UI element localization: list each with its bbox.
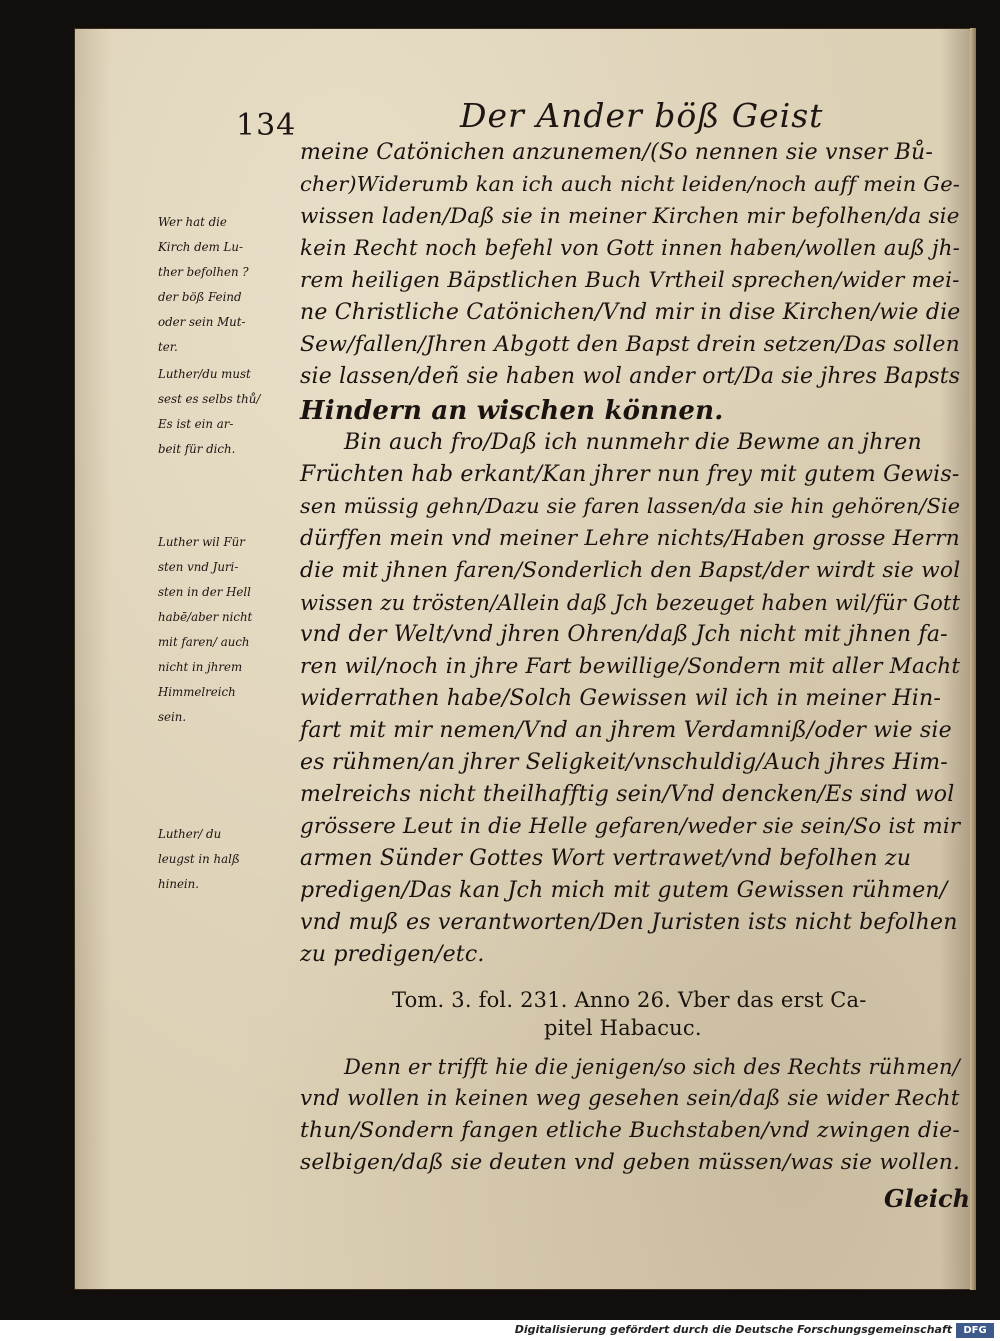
text-line: zu predigen/etc.: [300, 942, 485, 967]
paragraph-start-line: Denn er trifft hie die jenigen/so sich des Rechts rühmen/: [344, 1054, 960, 1079]
text-line: cher)Widerumb kan ich auch nicht leiden/noch auff mein Ge-: [300, 172, 961, 196]
text-line: ren wil/noch in jhre Fart bewillige/Sondern mit aller Macht: [300, 654, 961, 679]
margin-line: ter.: [158, 340, 178, 354]
text-line: die mit jhnen faren/Sonderlich den Bapst/der wirdt sie wol: [300, 558, 961, 583]
citation-line: pitel Habacuc.: [544, 1016, 702, 1040]
margin-line: sein.: [158, 710, 187, 724]
page-edge: [970, 28, 976, 1290]
text-line: vnd wollen in keinen weg gesehen sein/daß sie wider Recht: [300, 1086, 960, 1111]
text-line: grössere Leut in die Helle gefaren/weder sie sein/So ist mir: [300, 814, 961, 839]
citation-line: Tom. 3. fol. 231. Anno 26. Vber das erst Ca-: [392, 988, 867, 1012]
text-line: predigen/Das kan Jch mich mit gutem Gewissen rühmen/: [300, 878, 948, 903]
text-line: melreichs nicht theilhafftig sein/Vnd dencken/Es sind wol: [300, 782, 955, 807]
catchword: Gleich: [884, 1184, 971, 1213]
text-line: meine Catönichen anzunemen/(So nennen sie vnser Bů-: [300, 140, 934, 165]
margin-note-1: [158, 210, 298, 360]
text-line: sen müssig gehn/Dazu sie faren lassen/da sie hin gehören/Sie: [300, 494, 961, 518]
text-line-emphasis: Hindern an wischen können.: [300, 396, 724, 426]
text-line: selbigen/daß sie deuten vnd geben müssen/was sie wollen.: [300, 1150, 961, 1175]
margin-line: nicht in jhrem: [158, 660, 243, 674]
text-line: widerrathen habe/Solch Gewissen wil ich in meiner Hin-: [300, 686, 942, 711]
margin-line: ther befolhen ?: [158, 265, 249, 279]
margin-line: beit für dich.: [158, 442, 236, 456]
dfg-logo: DFG: [956, 1323, 994, 1338]
text-line: thun/Sondern fangen etliche Buchstaben/vnd zwingen die-: [300, 1118, 960, 1143]
margin-line: Luther/ du: [158, 827, 222, 841]
margin-line: habē/aber nicht: [158, 610, 253, 624]
text-line: rem heiligen Bäpstlichen Buch Vrtheil sprechen/wider mei-: [300, 268, 960, 293]
funding-credit: Digitalisierung gefördert durch die Deutsche Forschungsgemeinschaft: [514, 1323, 952, 1336]
margin-note-3: [158, 530, 298, 730]
page-number: 134: [236, 108, 297, 143]
margin-line: Luther wil Für: [158, 535, 245, 549]
footer-bar: [0, 1320, 1000, 1341]
text-line: fart mit mir nemen/Vnd an jhrem Verdamniß/oder wie sie: [300, 718, 952, 743]
margin-line: Wer hat die: [158, 215, 227, 229]
margin-line: sest es selbs thů/: [158, 392, 261, 406]
margin-line: sten vnd Juri-: [158, 560, 239, 574]
margin-line: hinein.: [158, 877, 200, 891]
text-line: wissen laden/Daß sie in meiner Kirchen mir befolhen/da sie: [300, 204, 960, 229]
margin-line: oder sein Mut-: [158, 315, 246, 329]
margin-line: Himmelreich: [158, 685, 236, 699]
running-head: Der Ander böß Geist: [460, 96, 824, 135]
text-line: es rühmen/an jhrer Seligkeit/vnschuldig/Auch jhres Him-: [300, 750, 948, 775]
margin-line: Kirch dem Lu-: [158, 240, 243, 254]
paragraph-start-line: Bin auch fro/Daß ich nunmehr die Bewme an jhren: [344, 430, 922, 455]
margin-line: der böß Feind: [158, 290, 242, 304]
text-line: sie lassen/deñ sie haben wol ander ort/Da sie jhres Bapsts: [300, 364, 961, 389]
margin-note-2: [158, 362, 298, 462]
margin-line: mit faren/ auch: [158, 635, 250, 649]
margin-line: Es ist ein ar-: [158, 417, 234, 431]
text-line: vnd muß es verantworten/Den Juristen ists nicht befolhen: [300, 910, 958, 935]
text-line: vnd der Welt/vnd jhren Ohren/daß Jch nicht mit jhnen fa-: [300, 622, 948, 647]
text-line: kein Recht noch befehl von Gott innen haben/wollen auß jh-: [300, 236, 961, 261]
text-line: dürffen mein vnd meiner Lehre nichts/Haben grosse Herrn: [300, 526, 960, 551]
margin-line: Luther/du must: [158, 367, 251, 381]
text-line: Früchten hab erkant/Kan jhrer nun frey mit gutem Gewis-: [300, 462, 960, 487]
margin-line: leugst in halß: [158, 852, 240, 866]
margin-note-4: [158, 822, 298, 897]
text-line: wissen zu trösten/Allein daß Jch bezeuget haben wil/für Gott: [300, 590, 961, 615]
text-line: Sew/fallen/Jhren Abgott den Bapst drein setzen/Das sollen: [300, 332, 960, 357]
margin-line: sten in der Hell: [158, 585, 251, 599]
text-line: armen Sünder Gottes Wort vertrawet/vnd befolhen zu: [300, 846, 912, 871]
text-line: ne Christliche Catönichen/Vnd mir in dise Kirchen/wie die: [300, 300, 961, 325]
